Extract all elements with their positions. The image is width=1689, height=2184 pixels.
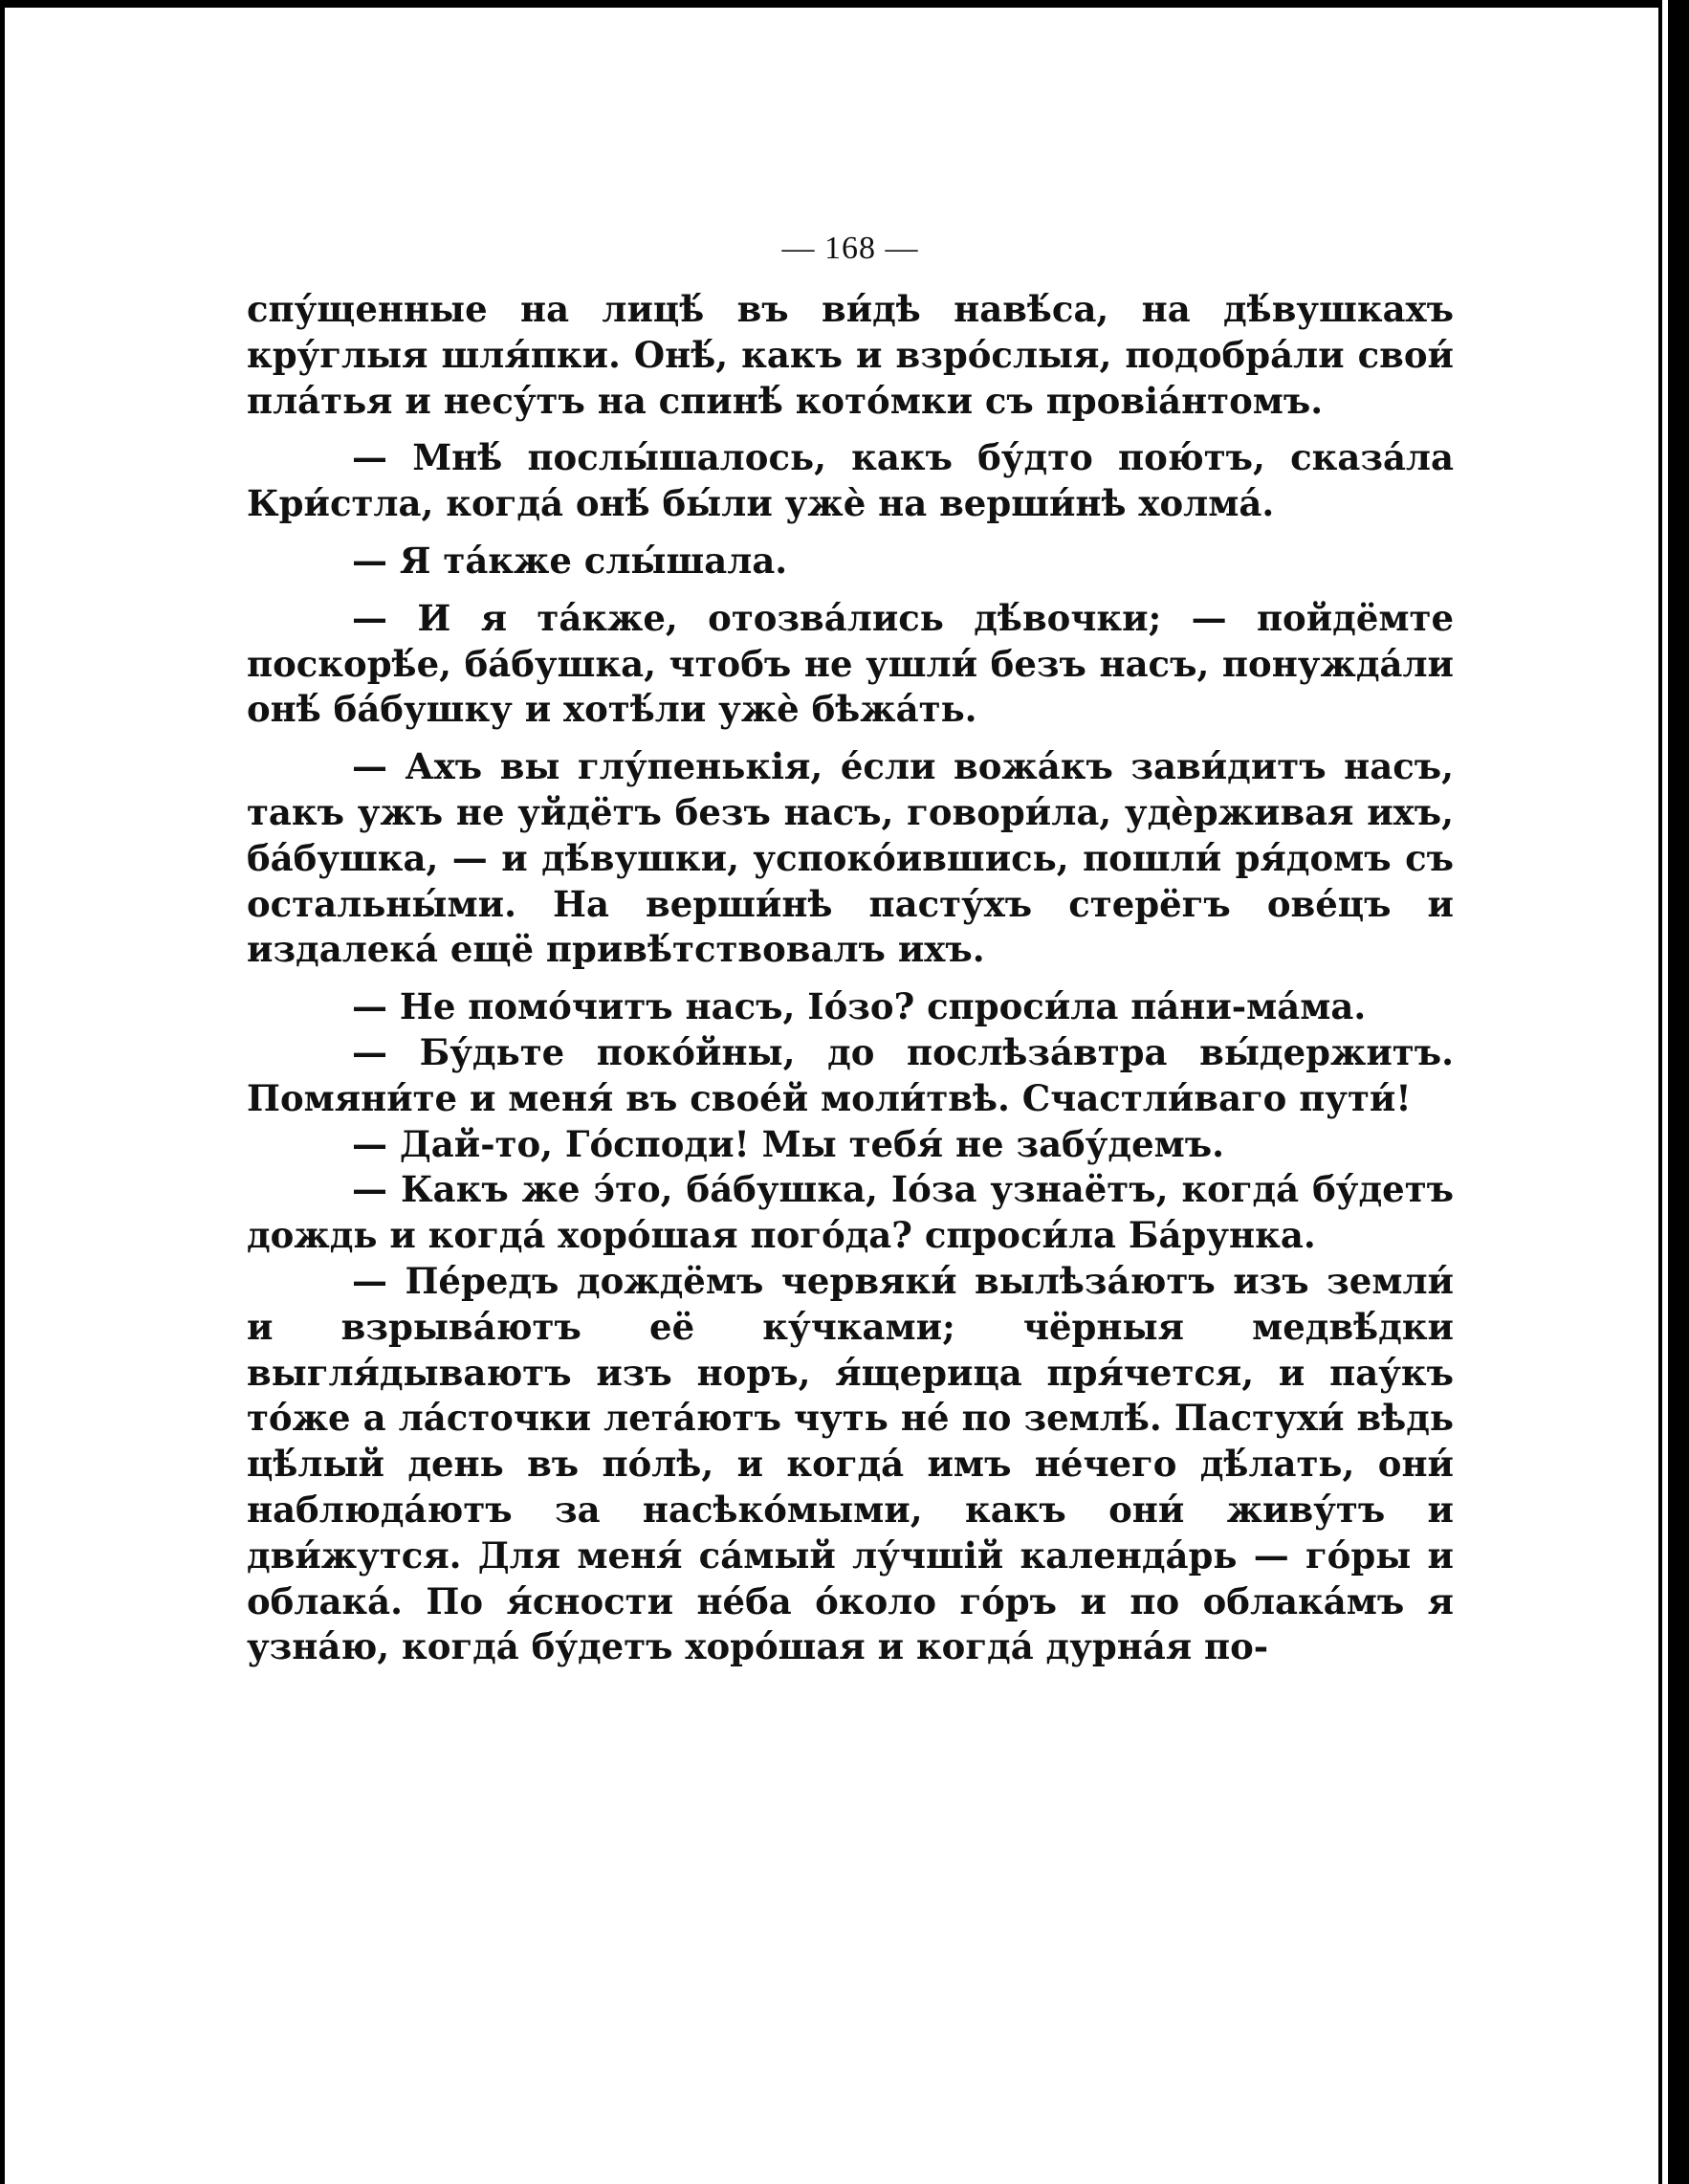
scan-border-right-inner <box>1658 0 1662 2184</box>
paragraph: — Бу́дьте поко́йны, до послѣза́втра вы́держитъ. Помяни́те и меня́ въ свое́й моли́твѣ. Счастли́ваго пути́! <box>247 1030 1454 1119</box>
paragraph: — Ахъ вы глу́пенькія, е́сли вожа́къ зави́дитъ насъ, такъ ужъ не уйдётъ безъ насъ, говори́ла, удѐрживая ихъ, ба́бушка, — и дѣ́вушки, успоко́ившись, пошли́ ря́домъ съ остальны́ми. На верши́нѣ пасту́хъ стерёгъ ове́цъ и издалека́ ещё привѣ́тствовалъ ихъ. <box>247 745 1454 971</box>
paragraph: — Я та́кже слы́шала. <box>352 539 788 582</box>
scan-border-right <box>1668 0 1689 2184</box>
paragraph: спу́щенные на лицѣ́ въ ви́дѣ навѣ́са, на дѣ́вушкахъ кру́глыя шля́пки. Онѣ́, какъ и взро́слыя, подобра́ли свои́ пла́тья и несу́тъ на спинѣ́ кото́мки съ провіа́нтомъ. <box>247 288 1454 422</box>
page-text <box>247 287 1454 1670</box>
paragraph: — Дай-то, Го́споди! Мы тебя́ не забу́демъ. <box>352 1122 1225 1165</box>
scan-border-top <box>0 0 1689 8</box>
book-page <box>247 230 1454 1670</box>
scan-border-left <box>0 0 5 2184</box>
paragraph: — И я та́кже, отозва́лись дѣ́вочки; — пойдёмте поскорѣ́е, ба́бушка, чтобъ не ушли́ безъ насъ, понужда́ли онѣ́ ба́бушку и хотѣ́ли ужѐ бѣжа́ть. <box>247 596 1454 731</box>
scan-border-gap <box>1662 0 1668 2184</box>
paragraph: — Не помо́читъ насъ, Іо́зо? спроси́ла па́ни-ма́ма. <box>352 985 1367 1028</box>
paragraph: — Мнѣ́ послы́шалось, какъ бу́дто пою́тъ, сказа́ла Кри́стла, когда́ онѣ́ бы́ли ужѐ на верши́нѣ холма́. <box>247 436 1454 525</box>
paragraph: — Пе́редъ дождёмъ червяки́ вылѣза́ютъ изъ земли́ и взрыва́ютъ её ку́чками; чёрныя медвѣ́дки выгля́дываютъ изъ норъ, я́щерица пря́чется, и пау́къ то́же а ла́сточки лета́ютъ чуть не́ по землѣ́. Пастухи́ вѣдь цѣ́лый день въ по́лѣ, и когда́ имъ не́чего дѣ́лать, они́ наблюда́ютъ за насѣко́мыми, какъ они́ живу́тъ и дви́жутся. Для меня́ са́мый лу́чшій календа́рь — го́ры и облака́. По я́сности не́ба о́коло го́ръ и по облака́мъ я узна́ю, когда́ бу́детъ хоро́шая и когда́ дурна́я по- <box>247 1259 1454 1668</box>
paragraph: — Какъ же э́то, ба́бушка, Іо́за узнаётъ, когда́ бу́детъ дождь и когда́ хоро́шая пого́да? спроси́ла Ба́рунка. <box>247 1168 1454 1257</box>
page-number: — 168 — <box>781 231 919 266</box>
